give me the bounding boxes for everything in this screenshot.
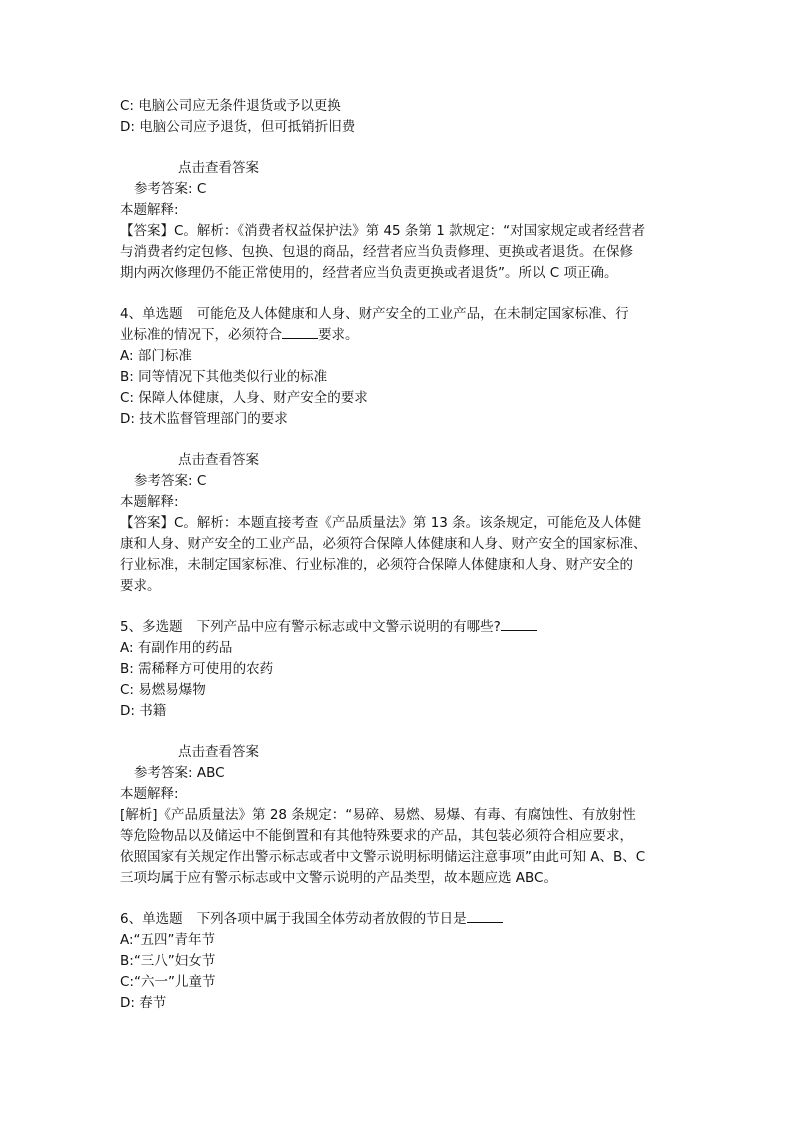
explanation-line: 期内两次修理仍不能正常使用的，经营者应当负责更换或者退货”。所以 C 项正确。 [120,265,618,281]
question-text: 要求。 [318,327,359,343]
explanation-line: 行业标准，未制定国家标准、行业标准的，必须符合保障人体健康和人身、财产安全的 [120,557,633,573]
explanation-line: 等危险物品以及储运中不能倒置和有其他特殊要求的产品，其包装必须符合相应要求， [120,828,633,844]
option-text: 同等情况下其他类似行业的标准 [138,369,328,385]
option-text: 电脑公司应无条件退货或予以更换 [138,98,341,114]
explanation-label: 本题解释: [120,494,179,510]
option-b [120,951,215,971]
option-d [120,409,288,429]
option-key: D: [120,995,135,1011]
explanation-label: 本题解释: [120,786,179,802]
option-text: “六一”儿童节 [133,974,216,990]
option-key: C: [120,390,134,406]
option-key: D: [120,703,135,719]
explanation-line: 依照国家有关规定作出警示标志或者中文警示说明标明储运注意事项”由此可知 A、B、C [120,849,646,865]
answer-blank [501,618,537,631]
explanation-line: 【答案】C。解析：本题直接考查《产品质量法》第 13 条。该条规定，可能危及人体健 [120,515,642,531]
option-b [120,367,327,387]
question-text: 下列产品中应有警示标志或中文警示说明的有哪些? [196,619,501,635]
option-d [120,993,166,1013]
option-text: 书籍 [139,703,167,719]
option-c [120,680,206,700]
option-key: B: [120,661,134,677]
explanation-line: 三项均属于应有警示标志或中文警示说明的产品类型，故本题应选 ABC。 [120,870,557,886]
question-number: 6、单选题 [120,911,183,927]
option-text: 部门标准 [137,348,192,364]
option-text: 易燃易爆物 [138,682,206,698]
question-text: 可能危及人体健康和人身、财产安全的工业产品，在未制定国家标准、行 [196,306,629,322]
option-key: D: [120,411,135,427]
show-answer-link[interactable]: 点击查看答案 [178,160,259,176]
option-a [120,346,192,366]
option-a [120,638,232,658]
question-stem [120,304,629,324]
option-text: 技术监督管理部门的要求 [139,411,288,427]
question-stem-cont [120,325,359,345]
option-key: B: [120,953,134,969]
option-text: 春节 [139,995,167,1011]
show-answer-link[interactable]: 点击查看答案 [178,744,259,760]
question-stem [120,617,537,637]
option-key: A: [120,348,134,364]
question-number: 4、单选题 [120,306,183,322]
option-text: 有副作用的药品 [137,640,233,656]
answer-blank [282,326,318,339]
option-key: C: [120,98,134,114]
answer-label: 参考答案: ABC [134,765,225,781]
explanation-line: 与消费者约定包修、包换、包退的商品，经营者应当负责修理、更换或者退货。在保修 [120,244,633,260]
explanation-label: 本题解释: [120,202,179,218]
option-d [120,117,355,137]
show-answer-link[interactable]: 点击查看答案 [178,452,259,468]
option-c [120,96,341,116]
option-d [120,701,166,721]
option-c [120,388,368,408]
question-stem [120,909,503,929]
option-key: D: [120,119,135,135]
explanation-line: [解析]《产品质量法》第 28 条规定：“易碎、易燃、易爆、有毒、有腐蚀性、有放射性 [120,807,636,823]
option-key: C: [120,682,134,698]
question-text: 下列各项中属于我国全体劳动者放假的节日是 [196,911,467,927]
option-text: 保障人体健康，人身、财产安全的要求 [138,390,368,406]
option-b [120,659,273,679]
option-text: “三八”妇女节 [133,953,216,969]
answer-blank [467,910,503,923]
option-text: “五四”青年节 [133,932,216,948]
option-key: C: [120,974,134,990]
explanation-line: 【答案】C。解析：《消费者权益保护法》第 45 条第 1 款规定：“对国家规定或者经营者 [120,223,646,239]
answer-label: 参考答案: C [134,473,207,489]
option-a [120,930,215,950]
explanation-line: 要求。 [120,578,161,594]
question-text: 业标准的情况下，必须符合 [120,327,282,343]
question-number: 5、多选题 [120,619,183,635]
option-c [120,972,215,992]
option-key: A: [120,640,134,656]
option-text: 电脑公司应予退货，但可抵销折旧费 [139,119,356,135]
option-key: B: [120,369,134,385]
option-text: 需稀释方可使用的农药 [138,661,274,677]
explanation-line: 康和人身、财产安全的工业产品，必须符合保障人体健康和人身、财产安全的国家标准、 [120,536,647,552]
option-key: A: [120,932,134,948]
answer-label: 参考答案: C [134,181,207,197]
